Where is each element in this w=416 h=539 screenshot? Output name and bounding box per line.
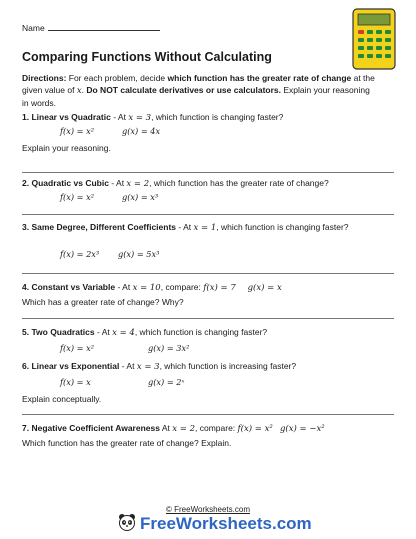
problem-number: 2. [22, 178, 30, 188]
problem-text: - At [115, 282, 133, 292]
problem-3-prompt [22, 221, 362, 234]
problem-x-value: x = 2 [172, 424, 195, 434]
problem-title: Linear vs Quadratic [31, 112, 111, 122]
problem-2-g: g(x) = x³ [122, 192, 159, 202]
problem-text: - At [176, 222, 194, 232]
problem-x-value: x = 10 [132, 283, 161, 293]
page-title: Comparing Functions Without Calculating [22, 50, 272, 64]
divider [22, 318, 394, 319]
problem-title: Quadratic vs Cubic [31, 178, 109, 188]
problem-number: 4. [22, 282, 30, 292]
problem-text: - At [119, 361, 137, 371]
problem-question: , which function is increasing faster? [159, 361, 297, 371]
calculator-icon [352, 8, 396, 70]
problem-number: 7. [22, 423, 30, 433]
problem-4-prompt [22, 281, 397, 294]
problem-title: Negative Coefficient Awareness [31, 423, 160, 433]
divider [22, 414, 394, 415]
problem-x-value: x = 3 [128, 113, 152, 123]
directions-text: Explain your reasoning in words. [22, 85, 370, 108]
directions-text: For each problem, decide [66, 73, 168, 83]
problem-title: Linear vs Exponential [31, 361, 120, 371]
problem-number: 3. [22, 222, 30, 232]
problem-2-prompt [22, 177, 397, 190]
problem-4-f: f(x) = 7 [203, 283, 236, 293]
problem-x-value: x = 1 [193, 223, 217, 233]
problem-x-value: x = 3 [136, 362, 160, 372]
problem-question: , which function is changing faster? [216, 222, 349, 232]
problem-4-g: g(x) = x [247, 283, 282, 293]
problem-number: 1. [22, 112, 30, 122]
problem-x-value: x = 2 [126, 179, 150, 189]
name-line [48, 22, 160, 31]
divider [22, 214, 394, 215]
directions-variable: x [76, 86, 82, 96]
problem-title: Same Degree, Different Coefficients [31, 222, 177, 232]
problem-question: , which function has the greater rate of change? [149, 178, 329, 188]
problem-title: Constant vs Variable [31, 282, 116, 292]
problem-question: , compare: [160, 282, 204, 292]
problem-3-g: g(x) = 5x³ [118, 249, 160, 259]
problem-6-f: f(x) = x [60, 377, 91, 387]
directions-emphasis: which function has the greater rate of change [167, 73, 352, 83]
panda-logo-icon [118, 513, 136, 531]
footer-brand: FreeWorksheets.com [140, 514, 312, 533]
problem-3-f: f(x) = 2x³ [60, 249, 100, 259]
problem-question: , which function is changing faster? [151, 112, 284, 122]
footer-copyright-link[interactable]: © FreeWorksheets.com [166, 505, 250, 514]
problem-6-g: g(x) = 2ˣ [148, 377, 185, 387]
directions-label: Directions: [22, 73, 67, 83]
problem-question: , compare: [195, 423, 238, 433]
problem-text: - At [108, 178, 127, 188]
problem-5-prompt [22, 326, 397, 339]
name-label: Name [22, 23, 45, 33]
directions-warning: Do NOT calculate derivatives or use calculators. [86, 85, 281, 95]
problem-7-prompt [22, 422, 397, 435]
problem-text: - At [110, 112, 129, 122]
problem-5-g: g(x) = 3x² [148, 343, 190, 353]
directions-text: . [81, 85, 87, 95]
problem-number: 6. [22, 361, 30, 371]
problem-1-followup: Explain your reasoning. [22, 143, 111, 153]
problem-1-f: f(x) = x² [60, 126, 95, 136]
problem-4-followup: Which has a greater rate of change? Why? [22, 297, 184, 307]
problem-5-f: f(x) = x² [60, 343, 95, 353]
problem-title: Two Quadratics [31, 327, 95, 337]
directions [22, 72, 378, 109]
divider [22, 273, 394, 274]
problem-7-followup: Which function has the greater rate of change? Explain. [22, 438, 232, 448]
problem-x-value: x = 4 [112, 328, 135, 338]
problem-7-f: f(x) = x² [237, 424, 273, 434]
problem-text: At [159, 423, 173, 433]
problem-6-prompt [22, 360, 397, 373]
divider [22, 172, 394, 173]
problem-7-g: g(x) = −x² [279, 424, 325, 434]
problem-6-followup: Explain conceptually. [22, 394, 102, 404]
problem-number: 5. [22, 327, 30, 337]
problem-question: , which function is changing faster? [134, 327, 268, 337]
problem-1-g: g(x) = 4x [122, 126, 161, 136]
problem-2-f: f(x) = x² [60, 192, 95, 202]
problem-text: - At [94, 327, 113, 337]
problem-1-prompt [22, 111, 397, 124]
name-field [22, 22, 160, 33]
directions-text: at the given value of [22, 73, 375, 95]
